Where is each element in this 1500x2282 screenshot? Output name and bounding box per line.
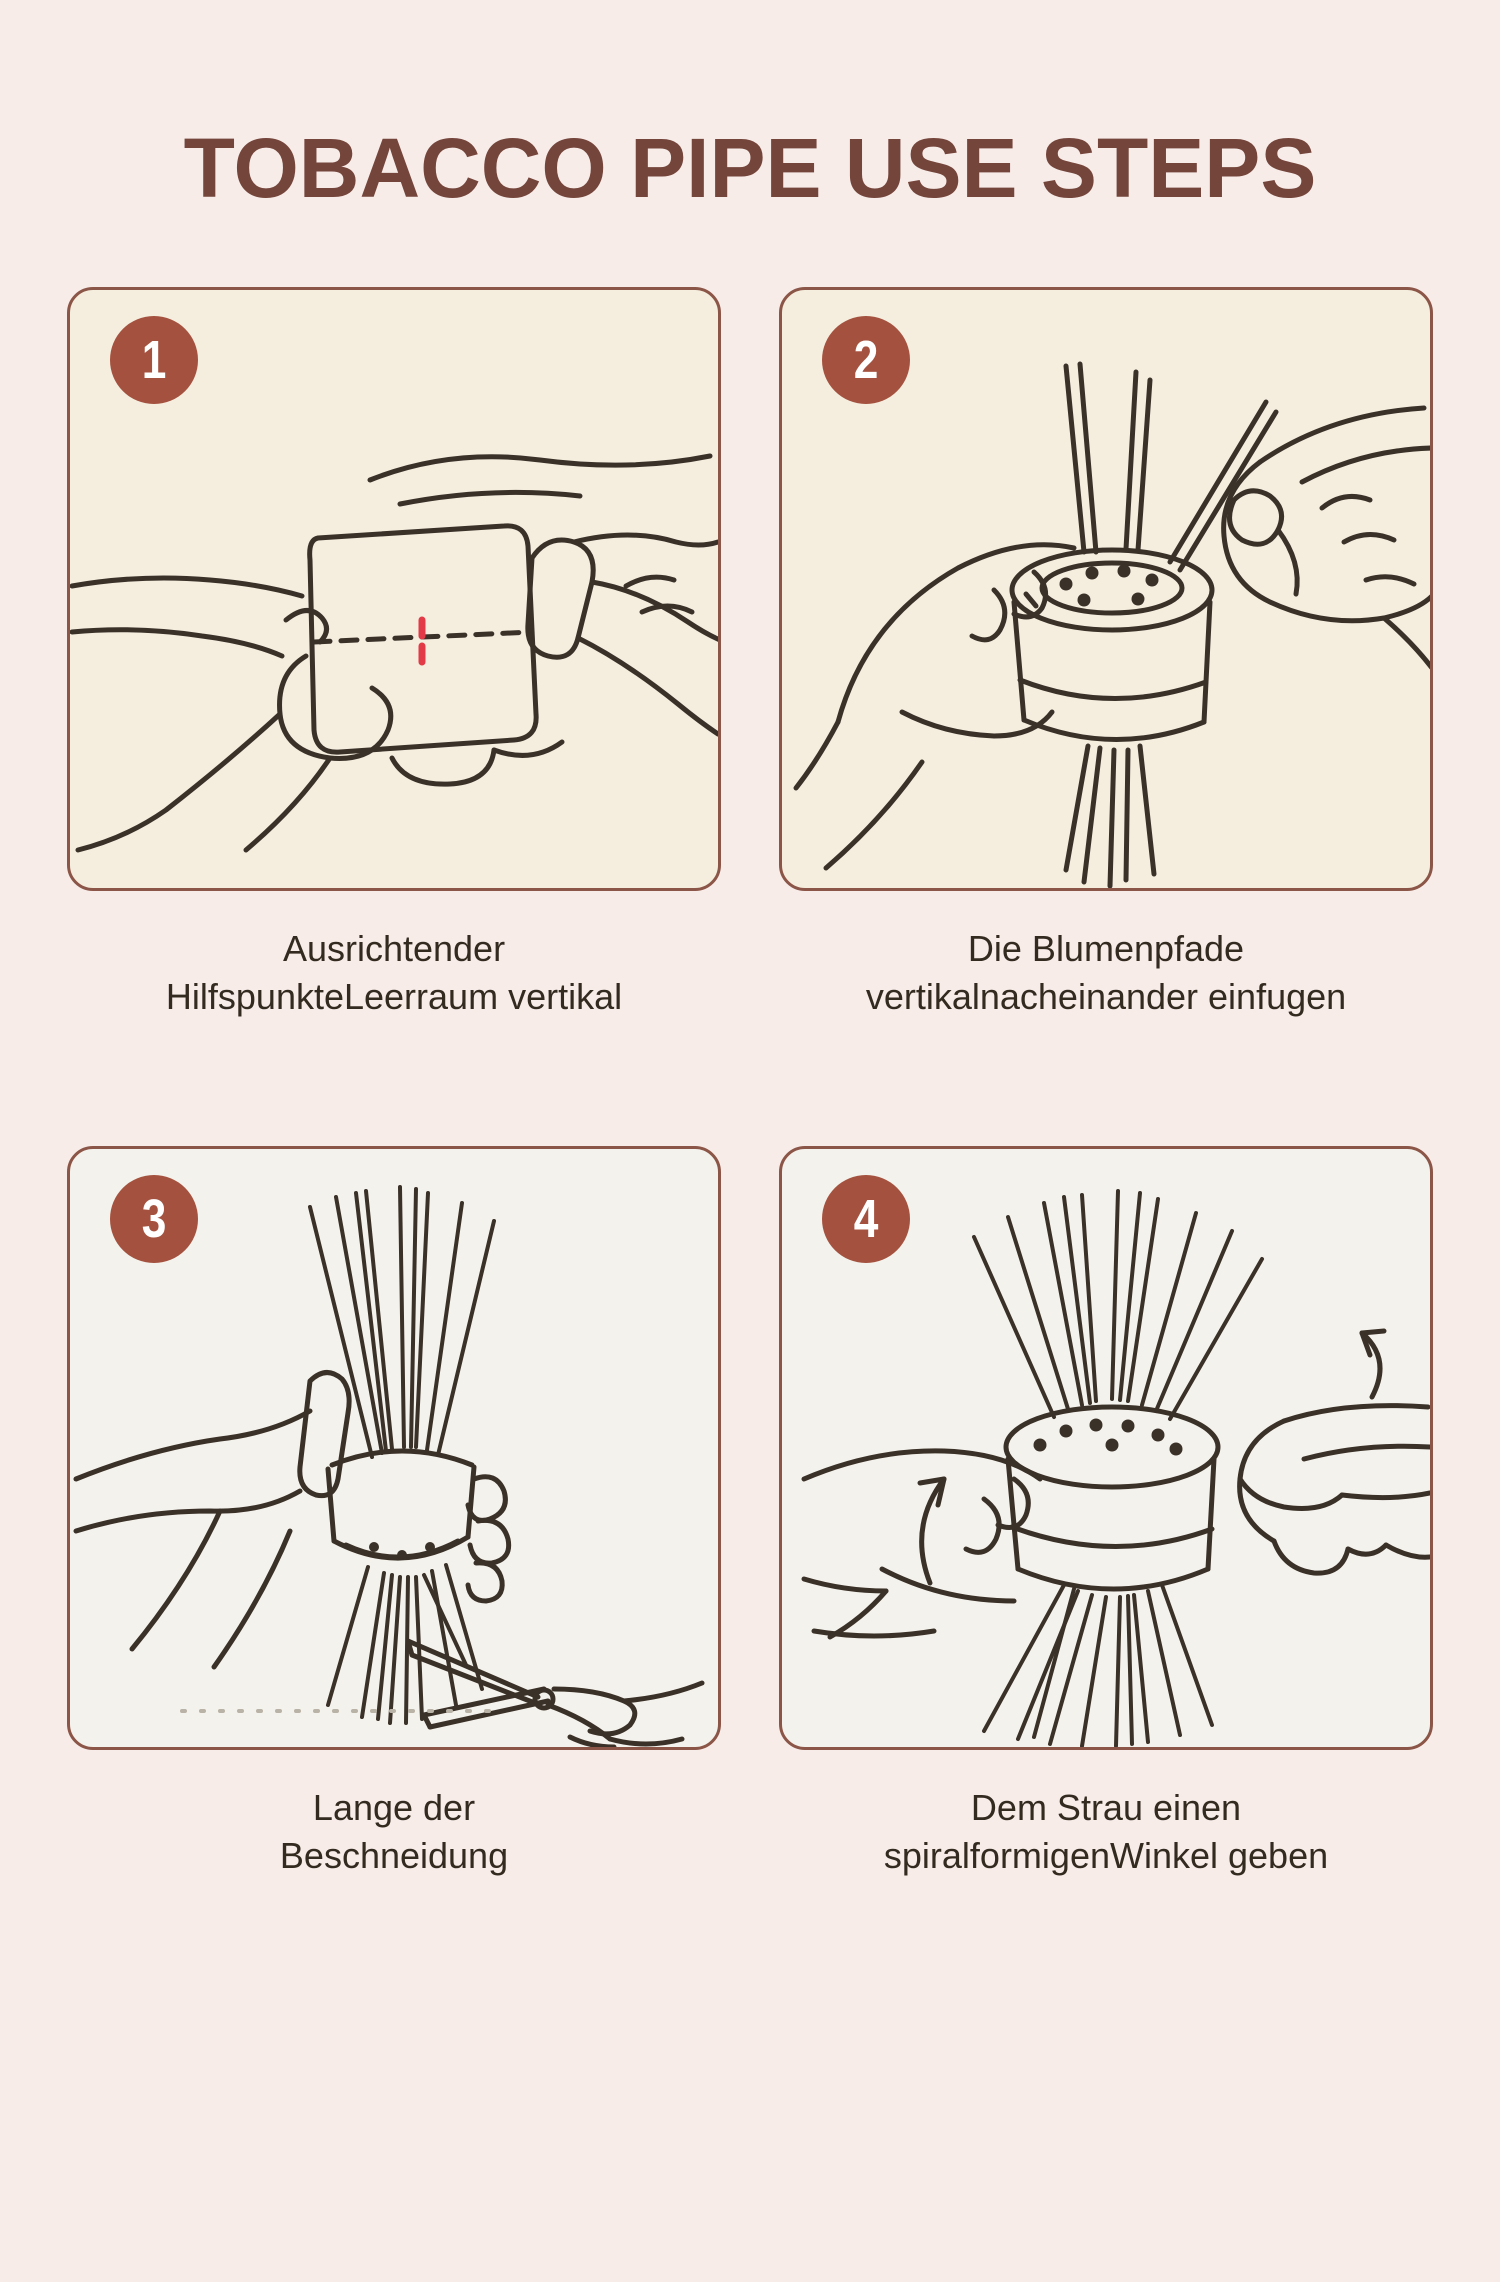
step-1-number: 1 <box>141 330 167 390</box>
step-2-caption-line1: Die Blumenpfade <box>967 928 1245 969</box>
step-1-card <box>67 287 721 891</box>
step-3-number: 3 <box>141 1189 167 1250</box>
step-4-caption-line2: spiralformigenWinkel geben <box>883 1834 1329 1876</box>
step-4-number-badge <box>822 1175 910 1263</box>
step-4 <box>779 1146 1433 2005</box>
step-4-caption <box>779 1784 1433 1879</box>
step-3-number-badge <box>110 1175 198 1263</box>
step-2-number: 2 <box>853 330 879 390</box>
step-3-caption <box>67 1784 721 1879</box>
step-2-number-badge <box>822 316 910 404</box>
step-1 <box>67 287 721 1146</box>
step-2-caption <box>779 925 1433 1020</box>
step-2 <box>779 287 1433 1146</box>
step-3-card <box>67 1146 721 1750</box>
step-1-caption-line1: Ausrichtender <box>282 928 506 969</box>
step-3-caption-line1: Lange der <box>312 1787 476 1829</box>
step-1-caption <box>67 925 721 1020</box>
page-title: TOBACCO PIPE USE STEPS <box>183 121 1317 215</box>
steps-grid <box>0 287 1500 2005</box>
step-3 <box>67 1146 721 2005</box>
step-2-caption-line2: vertikalnacheinander einfugen <box>865 975 1347 1017</box>
step-4-card <box>779 1146 1433 1750</box>
step-3-caption-line2: Beschneidung <box>279 1834 509 1876</box>
step-1-caption-line2: HilfspunkteLeerraum vertikal <box>165 975 623 1017</box>
step-1-number-badge <box>110 316 198 404</box>
step-4-number: 4 <box>853 1189 879 1250</box>
step-2-card <box>779 287 1433 891</box>
step-4-caption-line1: Dem Strau einen <box>970 1787 1242 1829</box>
